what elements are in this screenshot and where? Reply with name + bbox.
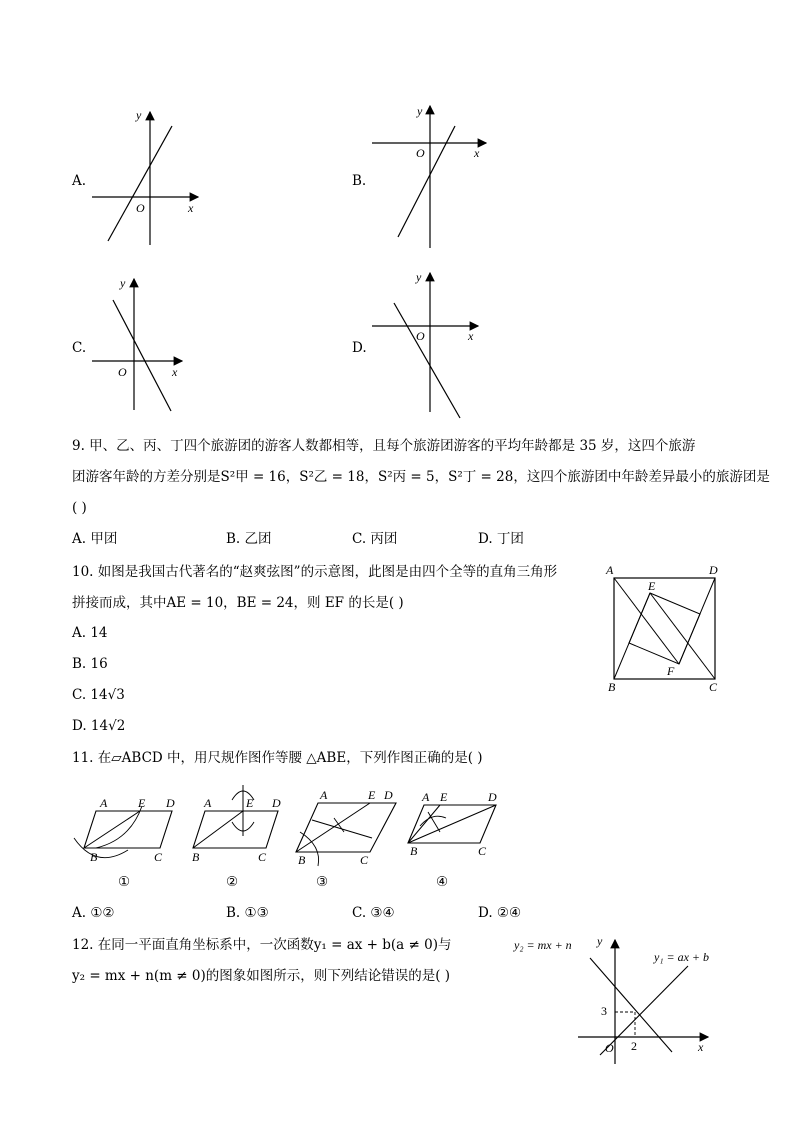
option-letter: A. [72, 173, 87, 189]
q10-option-b[interactable]: B. 16 [72, 656, 108, 672]
fig4-label-d: D [488, 790, 497, 804]
fig2-label-a: A [204, 796, 212, 810]
q9-option-c[interactable]: C. 丙团 [352, 531, 398, 547]
q9-line2: 团游客年龄的方差分别是S²甲 = 16，S²乙 = 18，S²丙 = 5，S²丁 = 28，这四个旅游团中年龄差异最小的旅游团是 [72, 469, 770, 485]
label-a: A [606, 563, 614, 577]
label-b: B [608, 680, 616, 694]
q9-option-d[interactable]: D. 丁团 [478, 531, 524, 547]
option-letter: D. [352, 340, 367, 356]
y-axis-label: y [416, 270, 422, 284]
q10-line2: 拼接而成，其中AE = 10，BE = 24，则 EF 的长是( ) [72, 595, 404, 611]
x-axis-label: x [698, 1040, 704, 1054]
q9-option-a[interactable]: A. 甲团 [72, 531, 118, 547]
fig2-label-e: E [246, 796, 254, 810]
fig3-label-c: C [360, 853, 369, 867]
origin-label: O [416, 146, 425, 160]
fig2-label-d: D [272, 796, 281, 810]
q11-option-a[interactable]: A. ①② [72, 905, 115, 921]
fig2-caption: ② [226, 874, 239, 890]
fig3-label-e: E [368, 788, 376, 802]
y-axis-label: y [417, 104, 423, 118]
y-axis-label: y [597, 934, 603, 948]
y-axis-label: y [136, 108, 142, 122]
fig1-caption: ① [118, 874, 131, 890]
fig3-label-b: B [298, 853, 306, 867]
origin-label: O [118, 365, 127, 379]
q9-line3: ( ) [72, 500, 87, 516]
x-axis-label: x [188, 201, 194, 215]
fig2-label-c: C [258, 850, 267, 864]
q11-option-b[interactable]: B. ①③ [226, 905, 269, 921]
fig4-label-c: C [478, 844, 487, 858]
fig3-label-d: D [384, 788, 393, 802]
fig3-label-a: A [320, 788, 328, 802]
label-e: E [648, 579, 656, 593]
two-label: 2 [631, 1039, 637, 1053]
three-label: 3 [601, 1004, 607, 1018]
q12-line1: 12. 在同一平面直角坐标系中，一次函数y₁ = ax + b(a ≠ 0)与 [72, 937, 452, 953]
fig4-label-e: E [440, 790, 448, 804]
label-f: F [667, 664, 675, 678]
fig4-label-b: B [410, 844, 418, 858]
label-d: D [709, 563, 718, 577]
origin-label: O [416, 329, 425, 343]
x-axis-label: x [172, 365, 178, 379]
option-letter: C. [72, 340, 87, 356]
origin-label: O [605, 1041, 614, 1055]
q10-line1: 10. 如图是我国古代著名的“赵爽弦图”的示意图，此图是由四个全等的直角三角形 [72, 564, 558, 580]
y1-label: y₁ = ax + b [654, 950, 710, 964]
q9-option-b[interactable]: B. 乙团 [226, 531, 272, 547]
fig2-label-b: B [192, 850, 200, 864]
fig4-caption: ④ [436, 874, 449, 890]
fig1-label-a: A [100, 796, 108, 810]
q10-option-d[interactable]: D. 14√2 [72, 718, 126, 734]
q11-option-c[interactable]: C. ③④ [352, 905, 395, 921]
q12-line2: y₂ = mx + n(m ≠ 0)的图象如图所示，则下列结论错误的是( ) [72, 968, 451, 984]
q11-option-d[interactable]: D. ②④ [478, 905, 522, 921]
y-axis-label: y [120, 276, 126, 290]
origin-label: O [136, 201, 145, 215]
q9-line1: 9. 甲、乙、丙、丁四个旅游团的游客人数都相等，且每个旅游团游客的平均年龄都是 35 岁，这四个旅游 [72, 438, 696, 454]
fig1-label-d: D [166, 796, 175, 810]
label-c: C [709, 680, 718, 694]
y2-label: y₂ = mx + n [514, 938, 572, 952]
fig1-label-b: B [90, 850, 98, 864]
q10-option-c[interactable]: C. 14√3 [72, 687, 125, 703]
x-axis-label: x [468, 329, 474, 343]
fig3-caption: ③ [316, 874, 329, 890]
x-axis-label: x [474, 146, 480, 160]
q11-line1: 11. 在▱ABCD 中，用尺规作图作等腰 △ABE，下列作图正确的是( ) [72, 750, 483, 766]
fig1-label-c: C [154, 850, 163, 864]
option-letter: B. [352, 173, 367, 189]
fig4-label-a: A [422, 790, 430, 804]
fig1-label-e: E [138, 796, 146, 810]
q10-option-a[interactable]: A. 14 [72, 625, 108, 641]
